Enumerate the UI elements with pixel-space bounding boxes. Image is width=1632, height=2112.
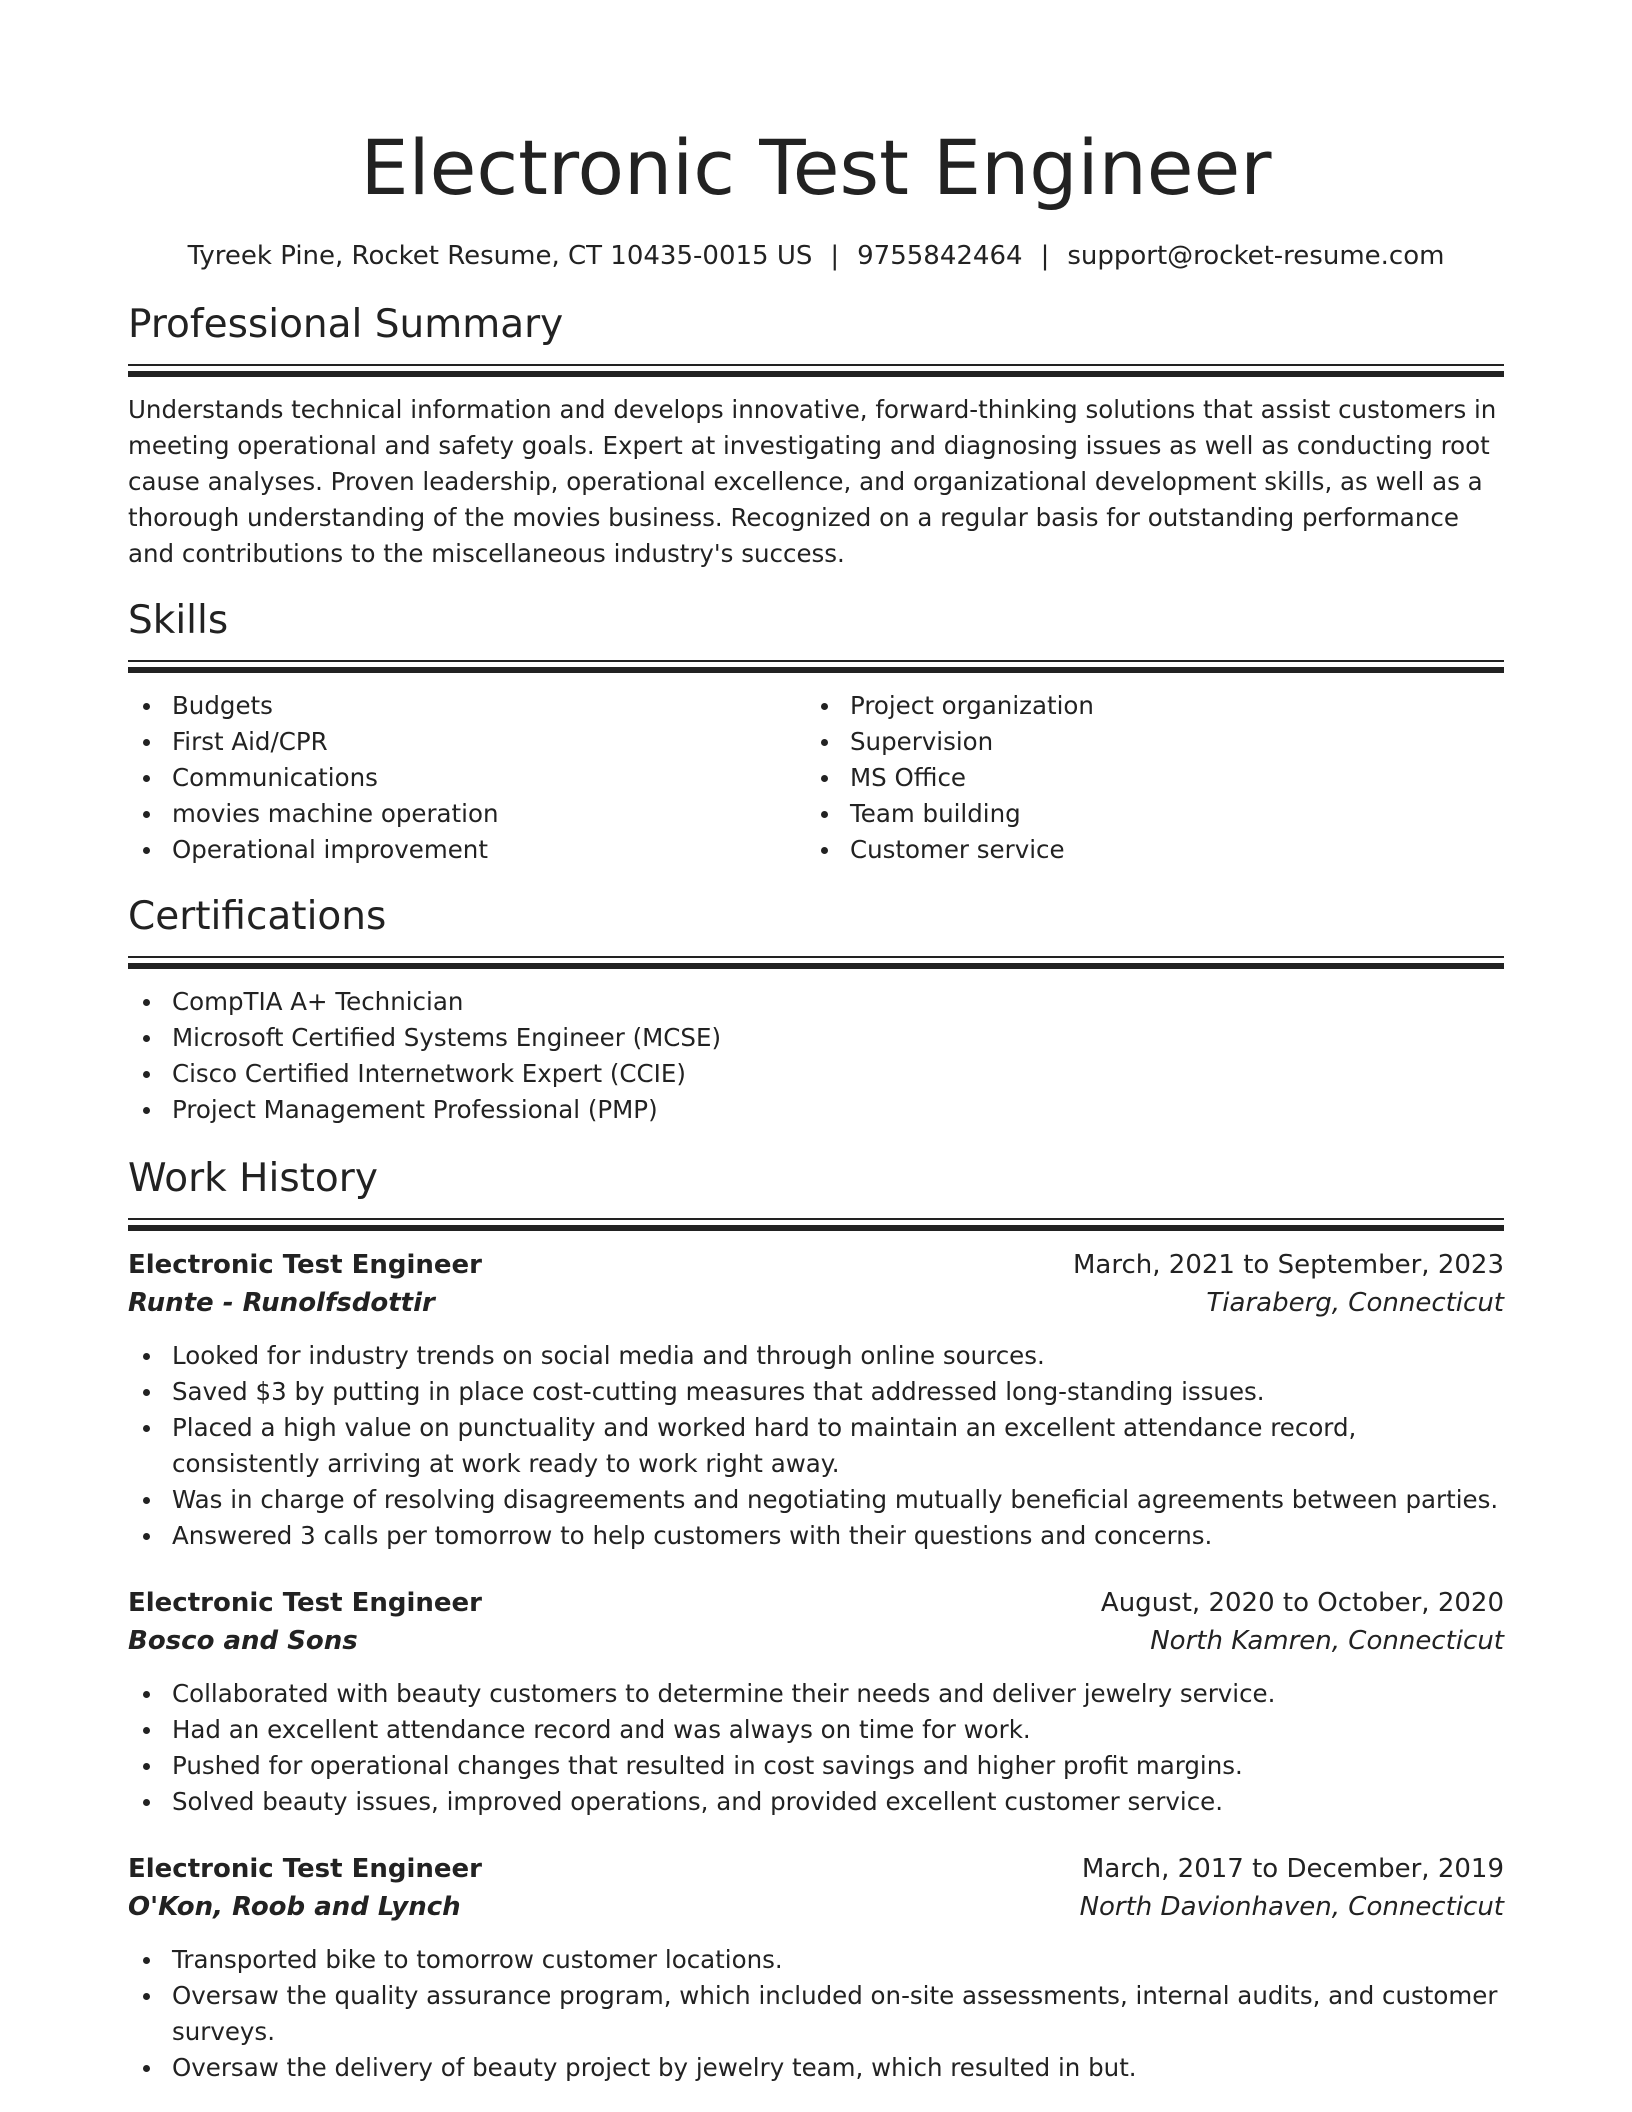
skills-list-left xyxy=(128,688,806,868)
work-history-section xyxy=(128,1154,1504,2086)
job-duty: Oversaw the delivery of beauty project by jewelry team, which resulted in but. xyxy=(128,2050,1504,2086)
job-duty: Was in charge of resolving disagreements and negotiating mutually beneficial agreements between parties. xyxy=(128,1482,1504,1518)
summary-section xyxy=(128,300,1504,572)
skills-grid xyxy=(128,688,1504,868)
job-title: Electronic Test Engineer xyxy=(128,1588,482,1618)
certifications-list xyxy=(128,984,1504,1128)
contact-address: Tyreek Pine, Rocket Resume, CT 10435-0015 US xyxy=(187,241,813,271)
skill-item: Operational improvement xyxy=(128,832,806,868)
skill-item: Team building xyxy=(806,796,1484,832)
skill-item: Customer service xyxy=(806,832,1484,868)
section-divider xyxy=(128,956,1504,970)
job-entry xyxy=(128,1850,1504,2086)
job-duty: Placed a high value on punctuality and worked hard to maintain an excellent attendance record, consistently arriving at work ready to work right away. xyxy=(128,1410,1504,1482)
job-company-row xyxy=(128,1622,1504,1660)
certification-item: Microsoft Certified Systems Engineer (MCSE) xyxy=(128,1020,1504,1056)
skill-item: Project organization xyxy=(806,688,1484,724)
job-duty: Pushed for operational changes that resulted in cost savings and higher profit margins. xyxy=(128,1748,1504,1784)
certifications-heading: Certifications xyxy=(128,894,387,939)
job-company-row xyxy=(128,1888,1504,1926)
certification-item: Cisco Certified Internetwork Expert (CCIE) xyxy=(128,1056,1504,1092)
job-company: O'Kon, Roob and Lynch xyxy=(128,1892,461,1922)
job-duty: Answered 3 calls per tomorrow to help customers with their questions and concerns. xyxy=(128,1518,1504,1554)
job-duties-list xyxy=(128,1676,1504,1820)
skill-item: movies machine operation xyxy=(128,796,806,832)
certification-item: Project Management Professional (PMP) xyxy=(128,1092,1504,1128)
resume-page xyxy=(128,0,1504,2086)
job-company: Runte - Runolfsdottir xyxy=(128,1288,435,1318)
section-divider xyxy=(128,660,1504,674)
contact-email: support@rocket-resume.com xyxy=(1067,241,1445,271)
summary-heading: Professional Summary xyxy=(128,302,564,347)
skill-item: Communications xyxy=(128,760,806,796)
skill-item: First Aid/CPR xyxy=(128,724,806,760)
page-title: Electronic Test Engineer xyxy=(360,123,1272,212)
job-duties-list xyxy=(128,1338,1504,1554)
summary-text: Understands technical information and develops innovative, forward-thinking solutions that assist customers in meeting operational and safety goals. Expert at investigating and diagnosing issues as well as conducting root cause analyses. Proven leadership, operational excellence, and organizational development skills, as well as a thorough understanding of the movies business. Recognized on a regular basis for outstanding performance and contributions to the miscellaneous industry's success. xyxy=(128,395,1497,568)
job-duty: Transported bike to tomorrow customer locations. xyxy=(128,1942,1504,1978)
job-duty: Oversaw the quality assurance program, which included on-site assessments, internal audits, and customer surveys. xyxy=(128,1978,1504,2050)
job-duty: Looked for industry trends on social media and through online sources. xyxy=(128,1338,1504,1374)
contact-line xyxy=(128,238,1504,274)
skills-section xyxy=(128,596,1504,868)
job-header-row xyxy=(128,1246,1504,1284)
job-duty: Collaborated with beauty customers to determine their needs and deliver jewelry service. xyxy=(128,1676,1504,1712)
skills-list-right xyxy=(806,688,1484,868)
job-location: North Kamren, Connecticut xyxy=(1150,1626,1504,1656)
work-history-heading: Work History xyxy=(128,1156,378,1201)
job-duty: Saved $3 by putting in place cost-cutting measures that addressed long-standing issues. xyxy=(128,1374,1504,1410)
job-entry xyxy=(128,1246,1504,1554)
contact-separator: | xyxy=(1040,241,1050,271)
skill-item: Budgets xyxy=(128,688,806,724)
job-location: North Davionhaven, Connecticut xyxy=(1079,1892,1504,1922)
job-header-row xyxy=(128,1850,1504,1888)
skill-item: Supervision xyxy=(806,724,1484,760)
job-dates: March, 2021 to September, 2023 xyxy=(1073,1250,1504,1280)
job-dates: August, 2020 to October, 2020 xyxy=(1100,1588,1504,1618)
skill-item: MS Office xyxy=(806,760,1484,796)
job-duty: Had an excellent attendance record and was always on time for work. xyxy=(128,1712,1504,1748)
job-dates: March, 2017 to December, 2019 xyxy=(1081,1854,1504,1884)
job-duty: Solved beauty issues, improved operations, and provided excellent customer service. xyxy=(128,1784,1504,1820)
job-title: Electronic Test Engineer xyxy=(128,1250,482,1280)
section-divider xyxy=(128,1218,1504,1232)
skills-heading: Skills xyxy=(128,598,229,643)
contact-separator: | xyxy=(830,241,840,271)
job-entry xyxy=(128,1584,1504,1820)
certifications-section xyxy=(128,892,1504,1128)
certification-item: CompTIA A+ Technician xyxy=(128,984,1504,1020)
job-company-row xyxy=(128,1284,1504,1322)
job-company: Bosco and Sons xyxy=(128,1626,358,1656)
job-title: Electronic Test Engineer xyxy=(128,1854,482,1884)
job-header-row xyxy=(128,1584,1504,1622)
section-divider xyxy=(128,364,1504,378)
contact-phone: 9755842464 xyxy=(857,241,1023,271)
job-location: Tiaraberg, Connecticut xyxy=(1206,1288,1504,1318)
job-duties-list xyxy=(128,1942,1504,2086)
